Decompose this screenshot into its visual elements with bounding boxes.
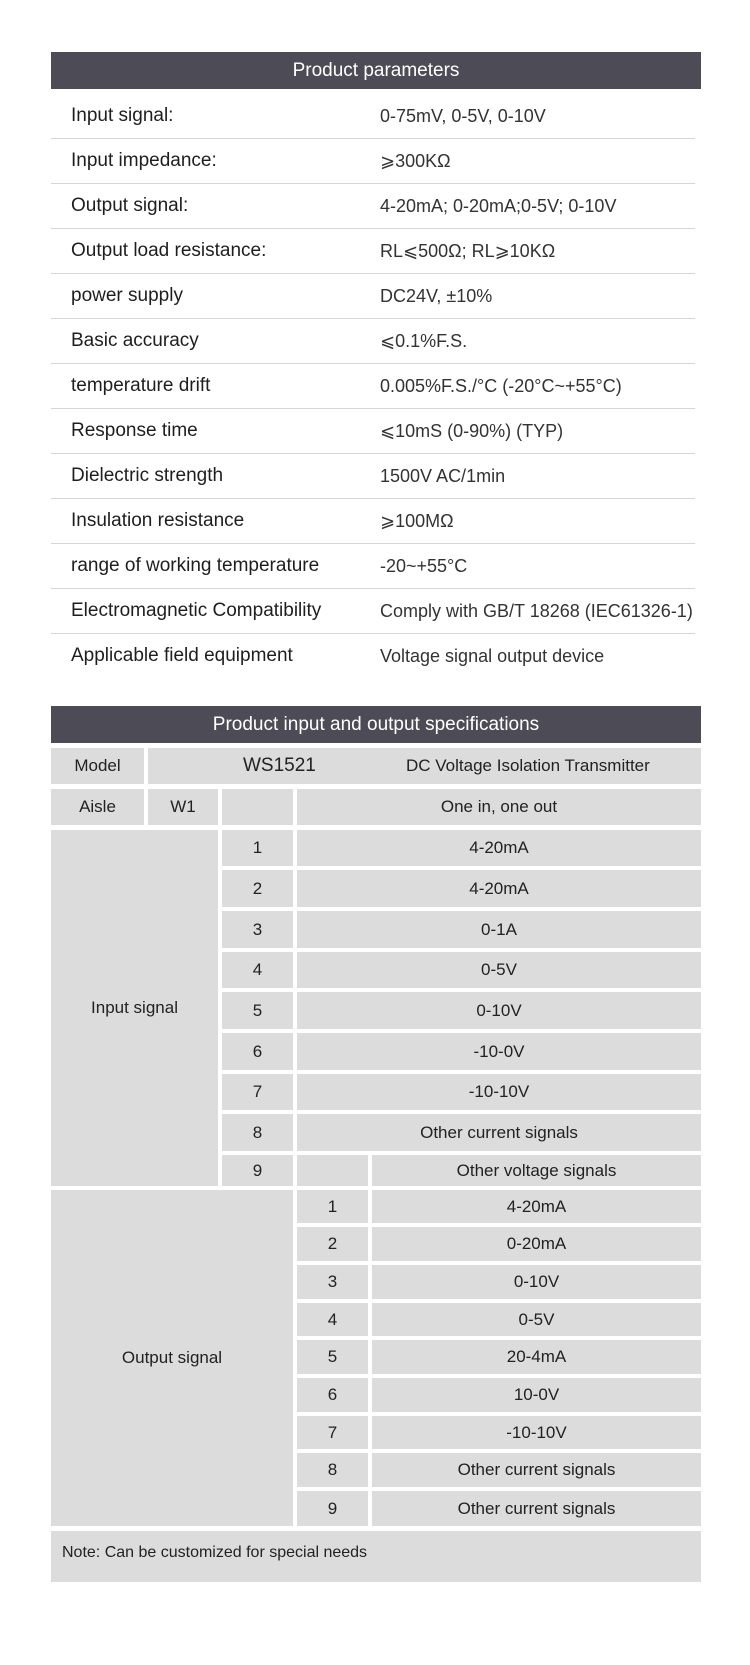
input-row-number: 5 [222,992,293,1029]
aisle-code-cell: W1 [148,789,218,825]
param-value: DC24V, ±10% [380,285,493,306]
param-row [51,634,695,678]
param-row [51,229,695,274]
input-row-number: 8 [222,1114,293,1151]
aisle-description-cell: One in, one out [297,789,701,825]
param-value: Comply with GB/T 18268 (IEC61326-1) [380,600,693,621]
param-label: Basic accuracy [71,330,199,351]
param-row [51,454,695,499]
model-description: DC Voltage Isolation Transmitter [406,756,650,775]
param-value: 0-75mV, 0-5V, 0-10V [380,105,546,126]
param-label: range of working temperature [71,555,320,576]
param-value: 4-20mA; 0-20mA;0-5V; 0-10V [380,195,617,216]
input-row-signal: Other current signals [297,1114,701,1151]
product-parameters-list [51,94,695,678]
param-value: -20~+55°C [380,555,468,576]
param-row [51,499,695,544]
product-parameters-header: Product parameters [51,52,701,89]
input-signal-group-label: Input signal [51,830,218,1186]
param-label: Electromagnetic Compatibility [71,600,322,621]
param-value: ⩽0.1%F.S. [380,330,468,351]
param-label: Applicable field equipment [71,645,293,666]
input-row-signal: 4-20mA [297,870,701,907]
aisle-label-cell: Aisle [51,789,144,825]
param-value: ⩾300KΩ [380,150,451,171]
input-row-signal: 4-20mA [297,830,701,866]
input-row-number: 1 [222,830,293,866]
output-row-signal: 0-5V [372,1303,701,1336]
param-label: Dielectric strength [71,465,224,486]
param-label: Input signal: [71,105,174,126]
param-label: power supply [71,285,183,306]
aisle-empty-cell [222,789,293,825]
spec-table-header: Product input and output specifications [51,706,701,743]
customization-note: Note: Can be customized for special needs [51,1531,701,1582]
input-row-number: 6 [222,1033,293,1070]
output-row-signal: -10-10V [372,1416,701,1449]
output-row-signal: 4-20mA [372,1190,701,1223]
input-row-number: 7 [222,1074,293,1110]
input-row-signal: Other voltage signals [372,1155,701,1186]
param-row [51,184,695,229]
input-row-signal: -10-0V [297,1033,701,1070]
input-row-number: 4 [222,952,293,988]
input-row-signal: 0-5V [297,952,701,988]
output-row-signal: 10-0V [372,1378,701,1412]
input-row-number: 2 [222,870,293,907]
input-row-signal: 0-10V [297,992,701,1029]
param-value: ⩾100MΩ [380,510,454,531]
output-row-number: 9 [297,1491,368,1526]
param-row [51,364,695,409]
output-row-signal: 0-20mA [372,1227,701,1261]
input-row-number: 9 [222,1155,293,1186]
param-row [51,139,695,184]
param-label: Insulation resistance [71,510,245,531]
output-row-number: 7 [297,1416,368,1449]
param-row [51,409,695,454]
param-row [51,94,695,139]
param-label: Input impedance: [71,150,217,171]
input-row-number: 3 [222,911,293,948]
param-value: Voltage signal output device [380,645,605,666]
input-row-empty [297,1155,368,1186]
output-signal-group-label: Output signal [51,1190,293,1526]
output-row-number: 6 [297,1378,368,1412]
output-row-number: 8 [297,1453,368,1487]
param-row [51,544,695,589]
output-row-signal: Other current signals [372,1491,701,1526]
output-row-number: 4 [297,1303,368,1336]
output-row-signal: 20-4mA [372,1340,701,1374]
input-row-signal: 0-1A [297,911,701,948]
param-label: temperature drift [71,375,211,396]
param-row [51,274,695,319]
model-value-cell [148,748,701,784]
param-value: RL⩽500Ω; RL⩾10KΩ [380,240,556,261]
param-value: 0.005%F.S./°C (-20°C~+55°C) [380,375,622,396]
output-row-number: 5 [297,1340,368,1374]
model-label-cell: Model [51,748,144,784]
param-row [51,589,695,634]
output-row-signal: Other current signals [372,1453,701,1487]
param-value: 1500V AC/1min [380,465,506,486]
param-label: Response time [71,420,198,441]
input-row-signal: -10-10V [297,1074,701,1110]
param-label: Output load resistance: [71,240,267,261]
model-code: WS1521 [243,755,316,776]
param-label: Output signal: [71,195,189,216]
output-row-number: 3 [297,1265,368,1299]
output-row-number: 2 [297,1227,368,1261]
output-row-number: 1 [297,1190,368,1223]
param-value: ⩽10mS (0-90%) (TYP) [380,420,564,441]
param-row [51,319,695,364]
output-row-signal: 0-10V [372,1265,701,1299]
